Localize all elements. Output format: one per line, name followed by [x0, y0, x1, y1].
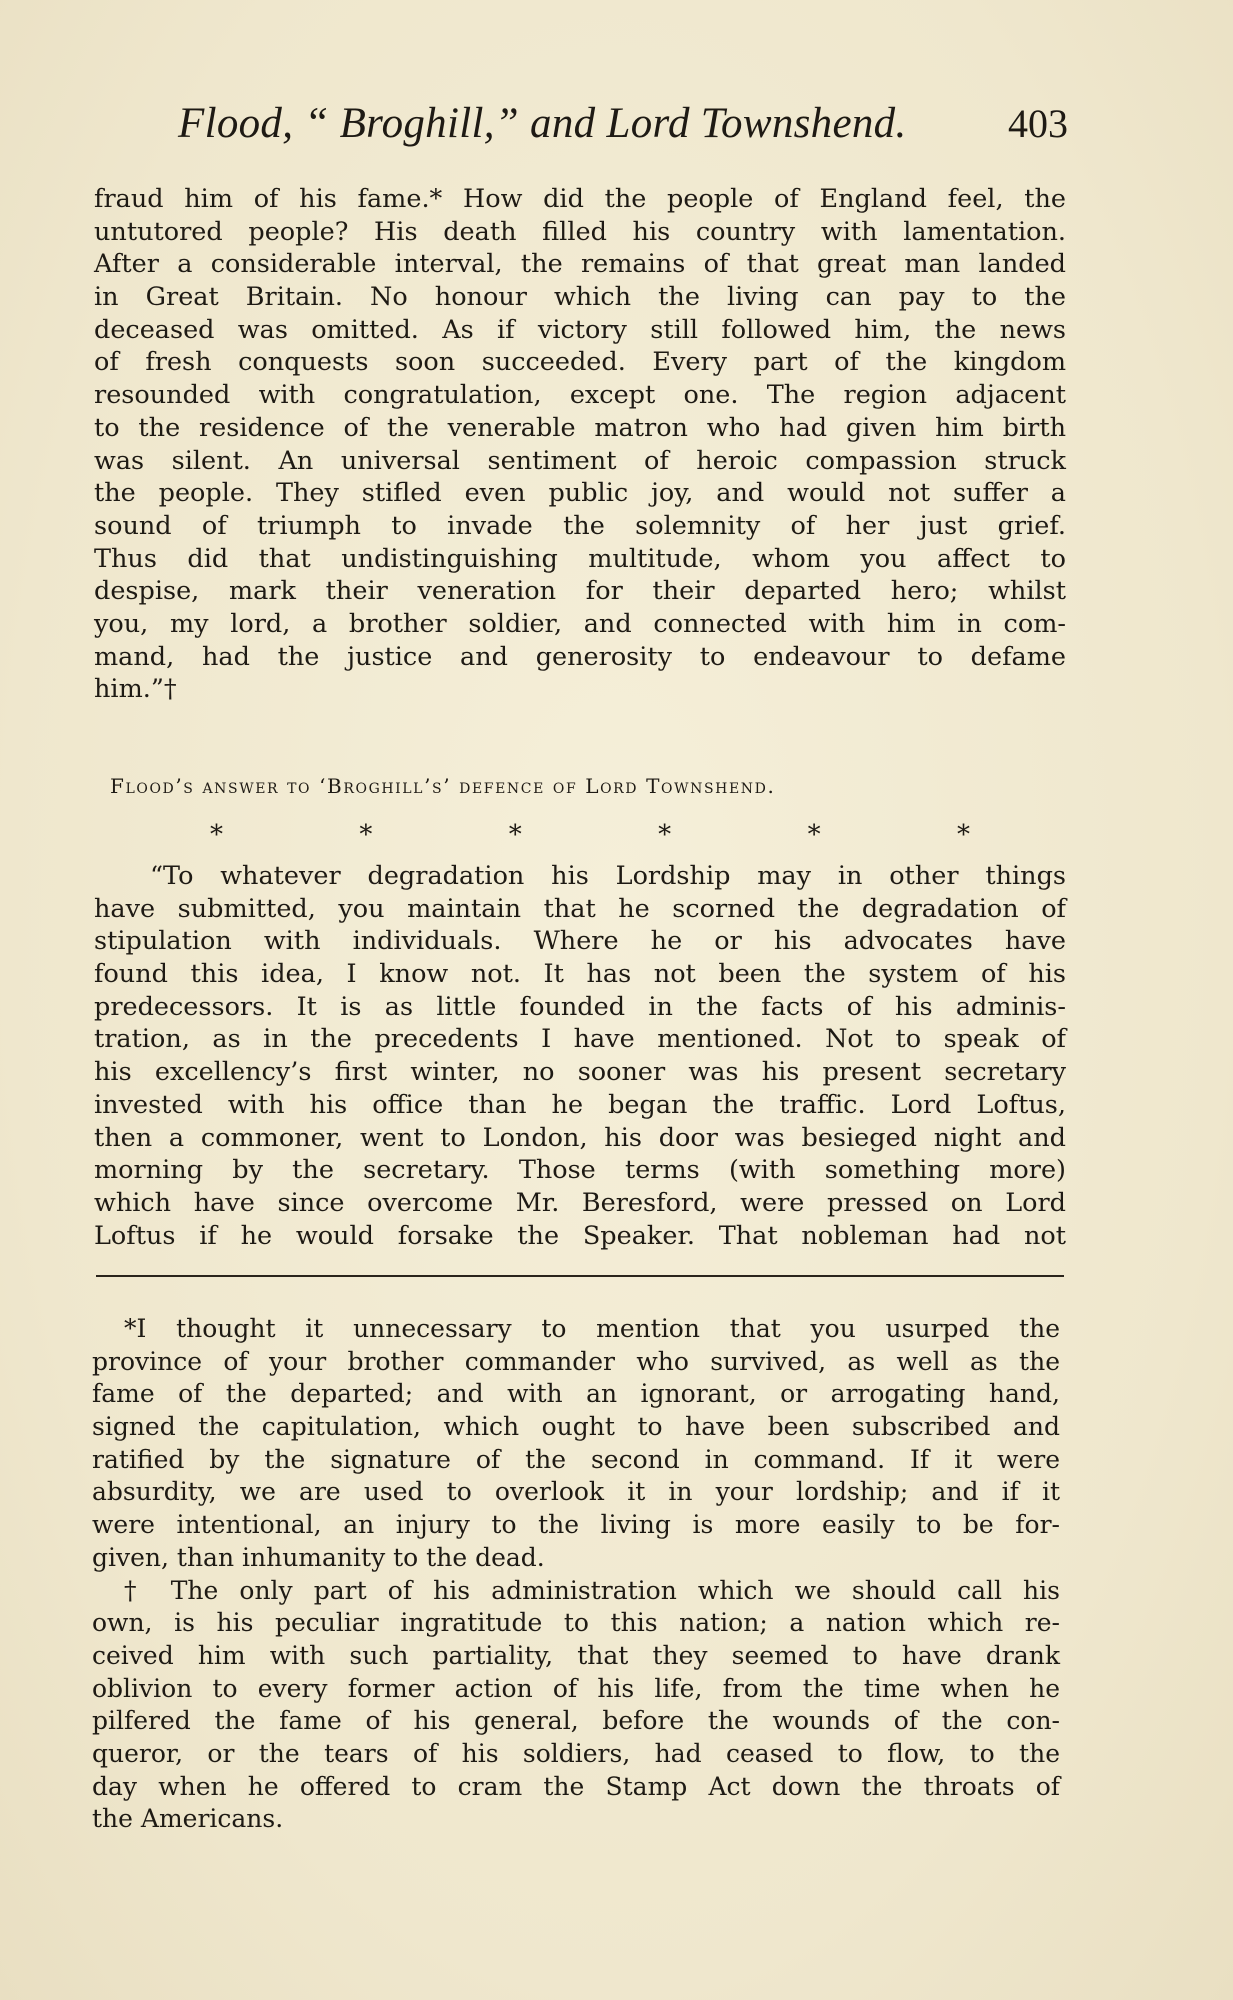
quoted-paragraph	[94, 860, 1066, 1252]
footnote-line: *I thought it unnecessary to mention that you usurped the	[124, 1314, 1060, 1343]
running-title: Flood, “ Broghill,” and Lord Townshend.	[178, 100, 907, 147]
text-line: him.”†	[94, 674, 177, 705]
star-glyph: *	[508, 820, 522, 850]
section-heading: Flood’s answer to ‘Broghill’s’ defence of Lord Townshend.	[110, 774, 776, 798]
text-line: morning by the secretary. Those terms (with something more)	[94, 1155, 1066, 1186]
footnote-line: queror, or the tears of his soldiers, had ceased to flow, to the	[92, 1738, 1060, 1768]
page-number: 403	[1008, 101, 1068, 146]
footnote-rule	[96, 1275, 1064, 1277]
star-glyph: *	[807, 820, 821, 850]
footnote-line: absurdity, we are used to overlook it in your lordship; and if it	[92, 1477, 1060, 1507]
text-line: in Great Britain. No honour which the living can pay to the	[94, 282, 1066, 313]
footnote-line: ceived him with such partiality, that they seemed to have drank	[92, 1640, 1060, 1670]
page-header	[178, 96, 1068, 156]
footnote-line: were intentional, an injury to the living is more easily to be for-	[92, 1510, 1060, 1540]
star-glyph: *	[658, 820, 672, 850]
footnote-line: the Americans.	[92, 1804, 284, 1834]
text-line: was silent. An universal sentiment of heroic compassion struck	[94, 445, 1066, 476]
asterism-divider	[210, 820, 970, 850]
text-line: then a commoner, went to London, his door was besieged night and	[94, 1122, 1066, 1153]
footnote-line: pilfered the fame of his general, before the wounds of the con-	[92, 1706, 1060, 1736]
text-line: found this idea, I know not. It has not been the system of his	[94, 959, 1066, 990]
text-line: resounded with congratulation, except one. The region adjacent	[94, 380, 1066, 411]
text-line: the people. They stifled even public joy, and would not suffer a	[94, 478, 1066, 509]
footnote-line: ratified by the signature of the second in command. If it were	[92, 1444, 1060, 1474]
text-line: which have since overcome Mr. Beresford, were pressed on Lord	[94, 1187, 1066, 1218]
footnote-line: own, is his peculiar ingratitude to this nation; a nation which re-	[92, 1608, 1060, 1638]
main-paragraph	[94, 183, 1066, 706]
text-line: stipulation with individuals. Where he or his advocates have	[94, 926, 1066, 957]
text-line: you, my lord, a brother soldier, and connected with him in com-	[94, 608, 1066, 639]
text-line: invested with his office than he began the traffic. Lord Loftus,	[94, 1089, 1066, 1120]
footnotes	[92, 1313, 1060, 1836]
text-line: despise, mark their veneration for their departed hero; whilst	[94, 576, 1066, 607]
footnote-line: given, than inhumanity to the dead.	[92, 1542, 545, 1572]
text-line: tration, as in the precedents I have mentioned. Not to speak of	[94, 1024, 1066, 1055]
text-line: have submitted, you maintain that he scorned the degradation of	[94, 893, 1066, 924]
text-line: his excellency’s first winter, no sooner was his present secretary	[94, 1057, 1066, 1088]
text-line: Thus did that undistinguishing multitude, whom you affect to	[94, 543, 1066, 574]
text-line: to the residence of the venerable matron who had given him birth	[94, 412, 1066, 443]
star-glyph: *	[359, 820, 373, 850]
text-line: predecessors. It is as little founded in the facts of his adminis-	[94, 991, 1066, 1022]
text-line: sound of triumph to invade the solemnity of her just grief.	[94, 510, 1066, 541]
text-line: “To whatever degradation his Lordship may in other things	[150, 861, 1066, 891]
footnote-line: day when he offered to cram the Stamp Act down the throats of	[92, 1771, 1060, 1801]
footnote-line: oblivion to every former action of his life, from the time when he	[92, 1673, 1060, 1703]
text-line: untutored people? His death filled his country with lamentation.	[94, 216, 1066, 247]
footnote-line: fame of the departed; and with an ignorant, or arrogating hand,	[92, 1379, 1060, 1409]
footnote-line: † The only part of his administration which we should call his	[124, 1575, 1060, 1605]
text-line: fraud him of his fame.* How did the people of England feel, the	[94, 184, 1066, 214]
footnote-line: province of your brother commander who survived, as well as the	[92, 1346, 1060, 1376]
text-line: After a considerable interval, the remains of that great man landed	[94, 249, 1066, 280]
text-line: mand, had the justice and generosity to endeavour to defame	[94, 641, 1066, 672]
text-line: Loftus if he would forsake the Speaker. That nobleman had not	[94, 1220, 1066, 1251]
star-glyph: *	[956, 820, 970, 850]
text-line: deceased was omitted. As if victory still followed him, the news	[94, 314, 1066, 345]
text-line: of fresh conquests soon succeeded. Every part of the kingdom	[94, 347, 1066, 378]
footnote-line: signed the capitulation, which ought to have been subscribed and	[92, 1412, 1060, 1442]
star-glyph: *	[210, 820, 223, 850]
